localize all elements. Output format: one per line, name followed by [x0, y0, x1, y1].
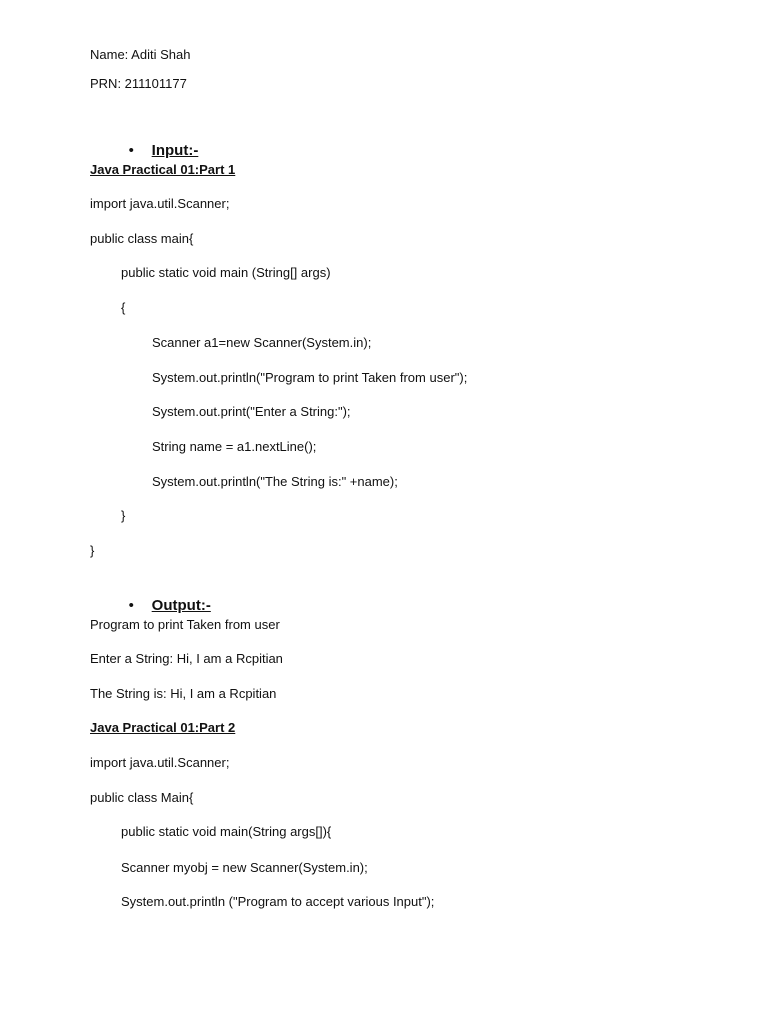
code-line: public static void main(String args[]){ [121, 824, 332, 839]
output-line: Enter a String: Hi, I am a Rcpitian [90, 651, 283, 666]
student-prn: PRN: 211101177 [90, 76, 187, 91]
code-line: System.out.println("The String is:" +name); [152, 474, 398, 489]
code-line: System.out.println ("Program to accept various Input"); [121, 894, 435, 909]
bullet-icon: • [128, 597, 134, 614]
code-line: Scanner a1=new Scanner(System.in); [152, 335, 372, 350]
part2-title: Java Practical 01:Part 2 [90, 720, 236, 735]
code-line: import java.util.Scanner; [90, 196, 230, 211]
code-line: System.out.println("Program to print Taken from user"); [152, 370, 468, 385]
student-name: Name: Aditi Shah [90, 47, 191, 62]
code-line: public class main{ [90, 231, 194, 246]
code-line: } [90, 543, 95, 558]
input-heading-label: Input:- [151, 142, 199, 159]
code-line: Scanner myobj = new Scanner(System.in); [121, 860, 368, 875]
code-line: String name = a1.nextLine(); [152, 439, 317, 454]
bullet-icon: • [128, 142, 134, 159]
output-line: The String is: Hi, I am a Rcpitian [90, 686, 277, 701]
output-line: Program to print Taken from user [90, 617, 280, 632]
code-line: public class Main{ [90, 790, 194, 805]
code-line: } [121, 508, 126, 523]
part1-title: Java Practical 01:Part 1 [90, 162, 236, 177]
output-heading-label: Output:- [151, 597, 211, 614]
code-line: System.out.print("Enter a String:"); [152, 404, 351, 419]
code-line: public static void main (String[] args) [121, 265, 331, 280]
code-line: import java.util.Scanner; [90, 755, 230, 770]
code-line: { [121, 300, 126, 315]
